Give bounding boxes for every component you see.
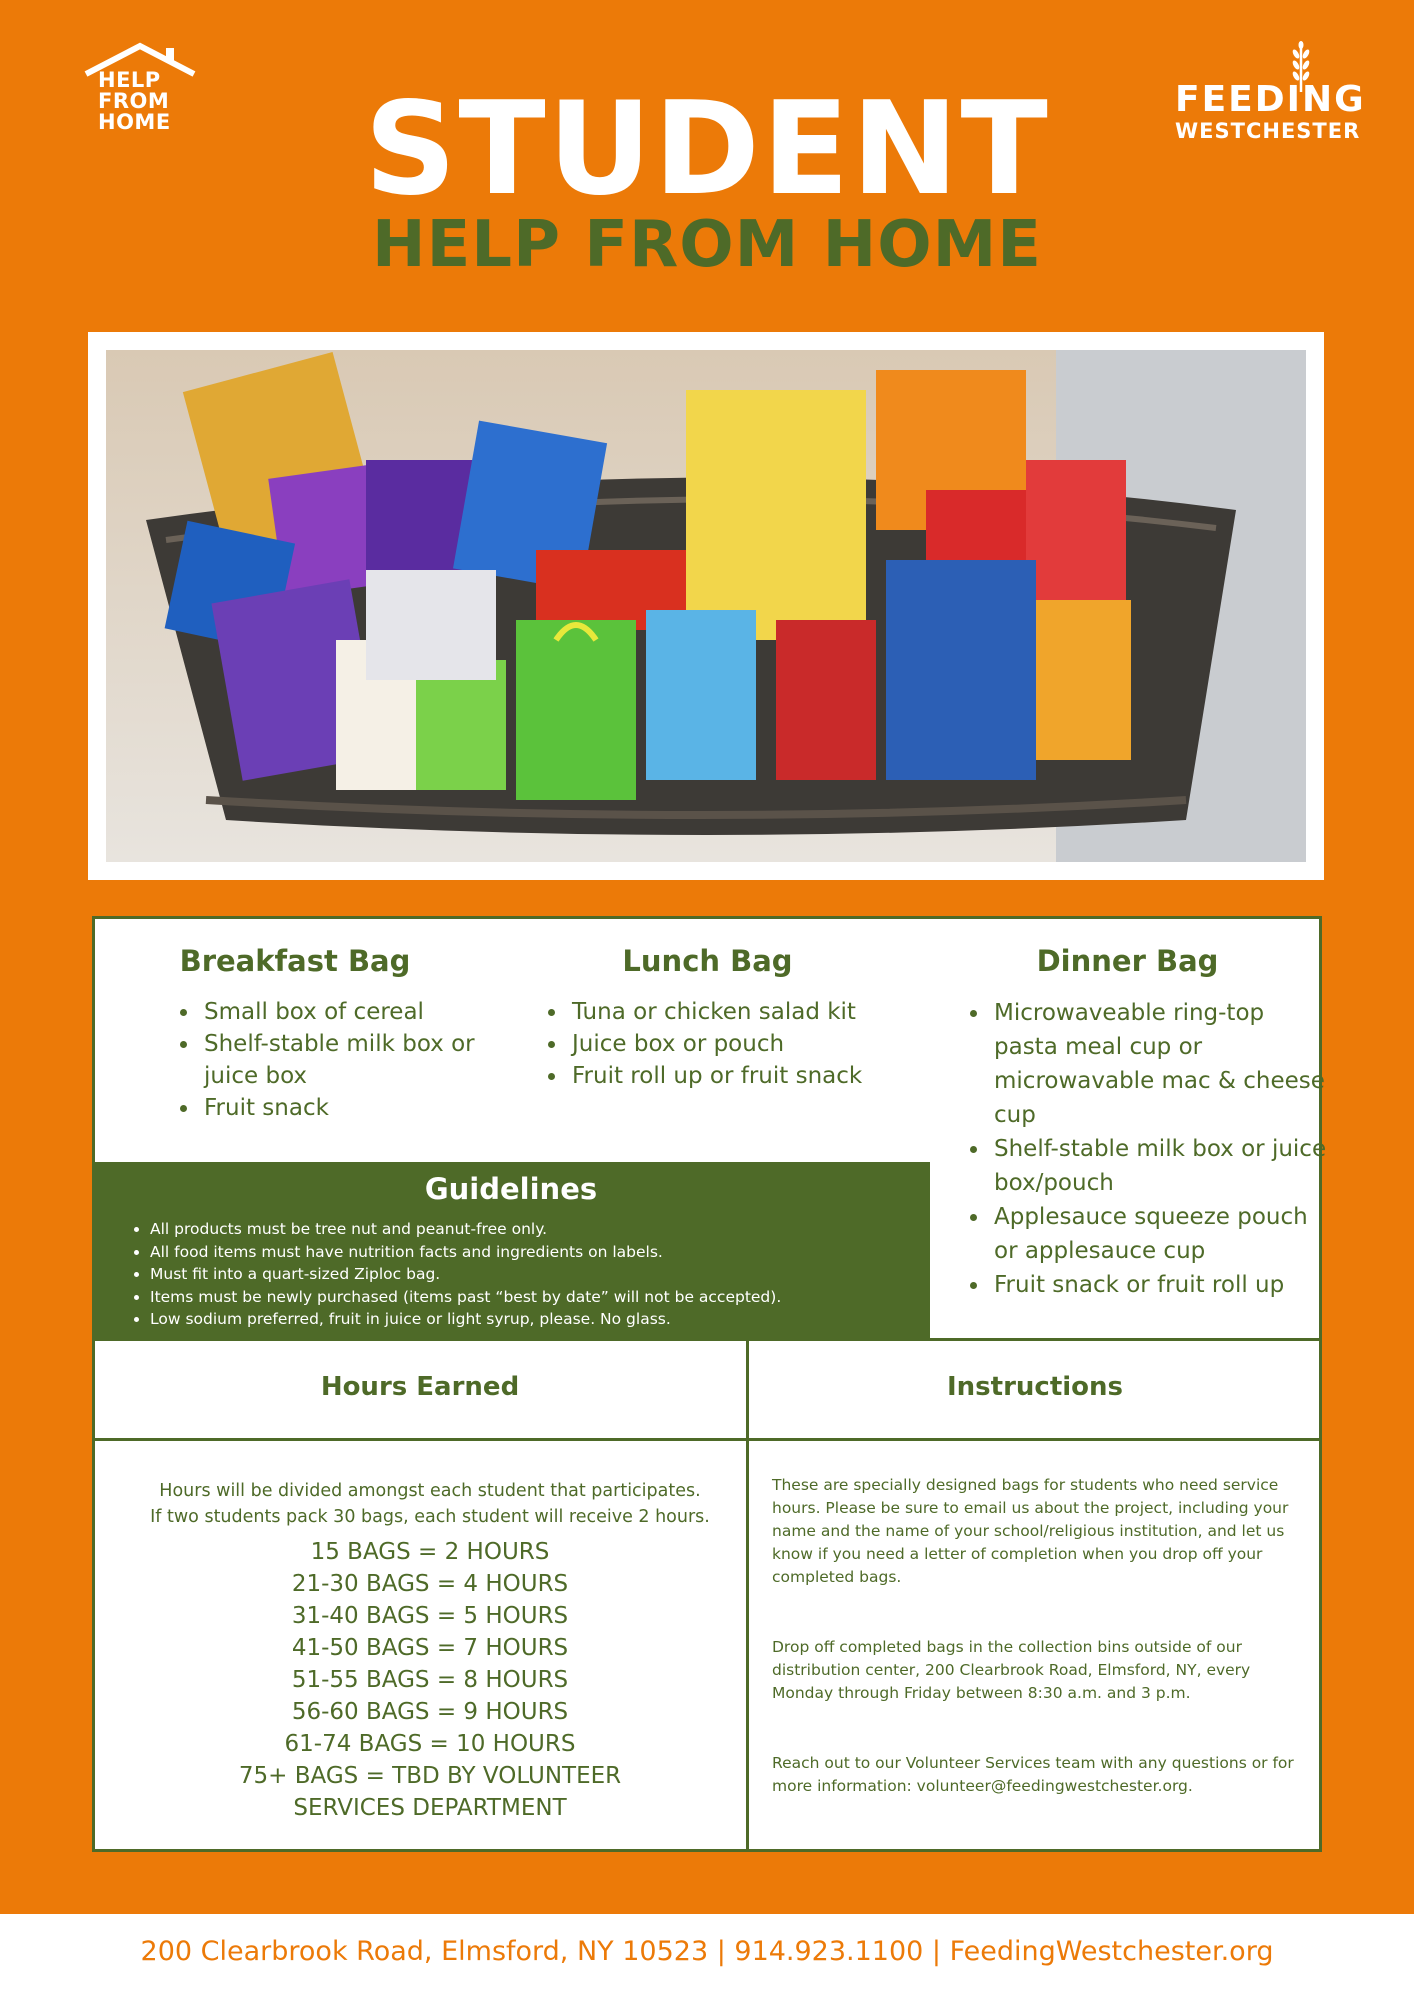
list-item: • Applesauce squeeze pouch or applesauce cup [990,1200,1330,1268]
hours-intro [120,1478,740,1530]
instructions-paragraph: Reach out to our Volunteer Services team with any questions or for more information: volunteer@feedingwestchester.org. [772,1754,1294,1795]
hours-row: 51-55 BAGS = 8 HOURS [291,1667,569,1693]
dinner-bag-list [960,996,1330,1302]
instructions-title: Instructions [946,1372,1124,1402]
hours-earned-title: Hours Earned [320,1372,520,1402]
divider [92,1438,1322,1441]
guidelines-title: Guidelines [424,1172,598,1206]
photo-frame [88,332,1324,880]
divider [746,1338,749,1852]
lunch-bag-list [538,996,938,1092]
logo-line: FROM [98,89,170,113]
hours-row: 31-40 BAGS = 5 HOURS [291,1603,569,1629]
hours-row: 61-74 BAGS = 10 HOURS [284,1731,576,1757]
footer-contact: 200 Clearbrook Road, Elmsford, NY 10523 | 914.923.1100 | FeedingWestchester.org [140,1936,1274,1967]
list-item: • Fruit snack or fruit roll up [990,1268,1330,1302]
list-item: • Items must be newly purchased (items past “best by date” will not be accepted). [150,1286,781,1309]
list-item: • Tuna or chicken salad kit [568,996,938,1028]
hours-row: 21-30 BAGS = 4 HOURS [291,1571,569,1597]
list-item: • Small box of cereal [200,996,490,1028]
instructions-paragraph: Drop off completed bags in the collection bins outside of our distribution center, 200 Clearbrook Road, Elmsford, NY, every Monday through Friday between 8:30 a.m. and 3 p.m. [772,1638,1251,1702]
snack-basket-photo [106,350,1306,862]
hours-row: 41-50 BAGS = 7 HOURS [291,1635,569,1661]
hours-row: 75+ BAGS = TBD BY VOLUNTEER [238,1763,622,1789]
hours-intro-line: If two students pack 30 bags, each student will receive 2 hours. [150,1507,710,1527]
list-item: • Shelf-stable milk box or juice box [200,1028,490,1092]
hours-row: 56-60 BAGS = 9 HOURS [291,1699,569,1725]
lunch-bag-title: Lunch Bag [622,944,793,978]
divider [92,1338,1322,1341]
logo-line: HELP [98,68,161,92]
logo-line: HOME [98,110,171,134]
hours-row: 15 BAGS = 2 HOURS [310,1539,550,1565]
logo-feeding-text: FEEDING [1175,79,1366,120]
list-item: • Shelf-stable milk box or juice box/pouch [990,1132,1330,1200]
list-item: • Fruit snack [200,1092,490,1124]
page-title: STUDENT [364,75,1050,224]
list-item: • Low sodium preferred, fruit in juice or light syrup, please. No glass. [150,1308,781,1331]
list-item: • Microwaveable ring-top pasta meal cup or microwavable mac & cheese cup [990,996,1330,1132]
list-item: • All products must be tree nut and peanut-free only. [150,1218,781,1241]
instructions-paragraph: These are specially designed bags for students who need service hours. Please be sure to email us about the project, including your name and the name of your school/religious institution, and let us know if you need a letter of completion when you drop off your completed bags. [772,1476,1289,1586]
list-item: • Fruit roll up or fruit snack [568,1060,938,1092]
list-item: • All food items must have nutrition facts and ingredients on labels. [150,1241,781,1264]
guidelines-list [130,1218,781,1331]
hours-row: SERVICES DEPARTMENT [293,1795,567,1821]
breakfast-bag-list [170,996,490,1124]
hours-table [120,1536,740,1824]
list-item: • Must fit into a quart-sized Ziploc bag. [150,1263,781,1286]
footer-bar [0,1914,1414,2000]
logo-westchester-text: WESTCHESTER [1175,119,1361,143]
guidelines-box [92,1162,930,1340]
dinner-bag-title: Dinner Bag [1036,944,1219,978]
hours-intro-line: Hours will be divided amongst each student that participates. [159,1481,701,1501]
page-subtitle: HELP FROM HOME [372,208,1042,282]
breakfast-bag-title: Breakfast Bag [179,944,411,978]
list-item: • Juice box or pouch [568,1028,938,1060]
